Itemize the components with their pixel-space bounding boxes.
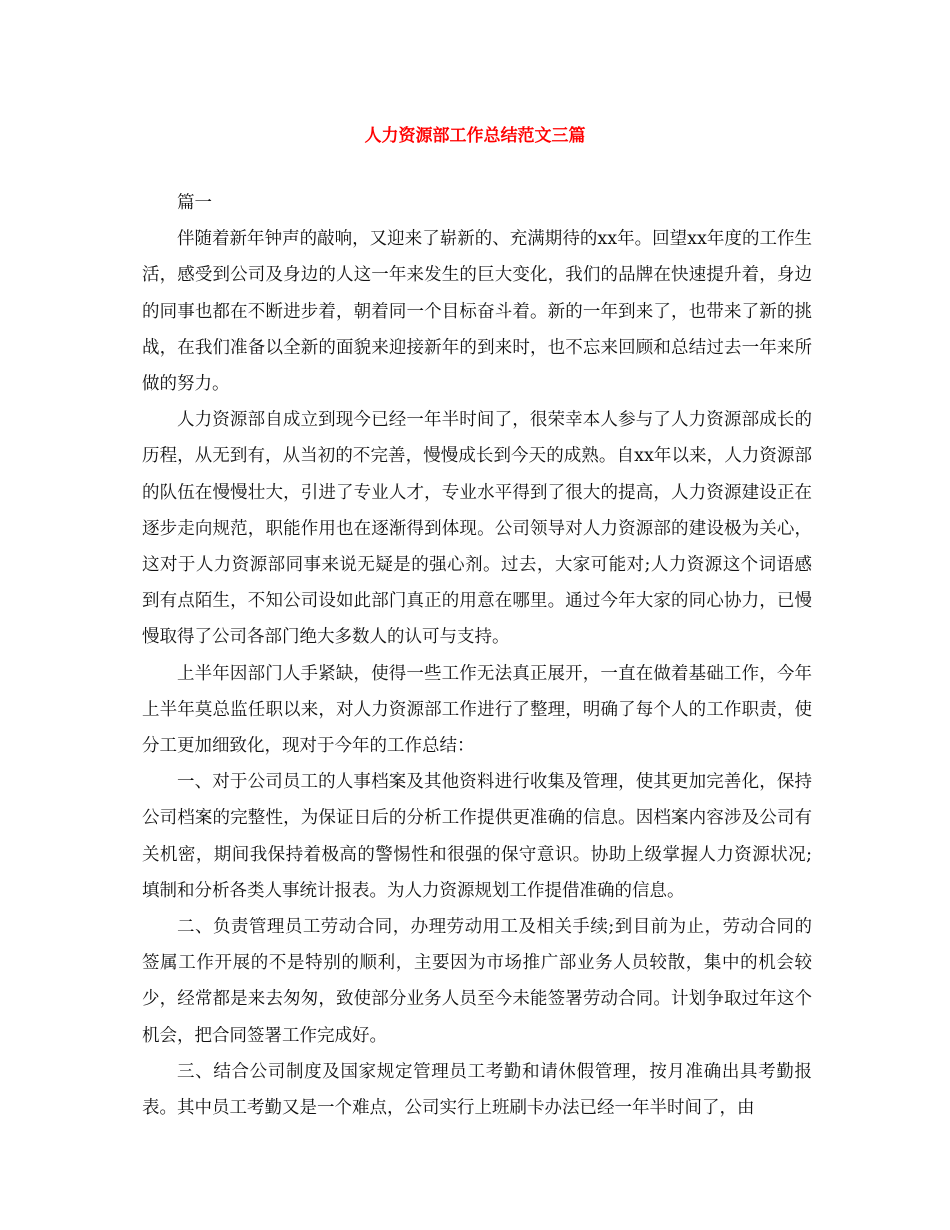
document-body [142,185,812,1126]
paragraph-item-1: 一、对于公司员工的人事档案及其他资料进行收集及管理，使其更加完善化，保持公司档案的完整性，为保证日后的分析工作提供更准确的信息。因档案内容涉及公司有关机密，期间我保持着极高的警惕性和很强的保守意识。协助上级掌握人力资源状况;填制和分析各类人事统计报表。为人力资源规划工作提借准确的信息。 [142,772,812,901]
section-label: 篇一 [177,193,212,213]
paragraph-first-half: 上半年因部门人手紧缺，使得一些工作无法真正展开，一直在做着基础工作，今年上半年莫总监任职以来，对人力资源部工作进行了整理，明确了每个人的工作职责，使分工更加细致化，现对于今年的工作总结： [142,663,812,757]
paragraph-department-history: 人力资源部自成立到现今已经一年半时间了，很荣幸本人参与了人力资源部成长的历程，从无到有，从当初的不完善，慢慢成长到今天的成熟。自xx年以来，人力资源部的队伍在慢慢壮大，引进了专业人才，专业水平得到了很大的提高，人力资源建设正在逐步走向规范，职能作用也在逐渐得到体现。公司领导对人力资源部的建设极为关心，这对于人力资源部同事来说无疑是的强心剂。过去，大家可能对;人力资源这个词语感到有点陌生，不知公司设如此部门真正的用意在哪里。通过今年大家的同心协力，已慢慢取得了公司各部门绝大多数人的认可与支持。 [142,410,812,648]
document-title: 人力资源部工作总结范文三篇 [364,126,586,146]
paragraph-item-3: 三、结合公司制度及国家规定管理员工考勤和请休假管理，按月准确出具考勤报表。其中员工考勤又是一个难点，公司实行上班刷卡办法已经一年半时间了，由 [142,1061,812,1119]
paragraph-item-2: 二、负责管理员工劳动合同，办理劳动用工及相关手续;到目前为止，劳动合同的签属工作开展的不是特别的顺利，主要因为市场推广部业务人员较散，集中的机会较少，经常都是来去匆匆，致使部分业务人员至今未能签署劳动合同。计划争取过年这个机会，把合同签署工作完成好。 [142,917,812,1046]
paragraph-intro: 伴随着新年钟声的敲响，又迎来了崭新的、充满期待的xx年。回望xx年度的工作生活，感受到公司及身边的人这一年来发生的巨大变化，我们的品牌在快速提升着，身边的同事也都在不断进步着，朝着同一个目标奋斗着。新的一年到来了，也带来了新的挑战，在我们准备以全新的面貌来迎接新年的到来时，也不忘来回顾和总结过去一年来所做的努力。 [142,229,812,395]
